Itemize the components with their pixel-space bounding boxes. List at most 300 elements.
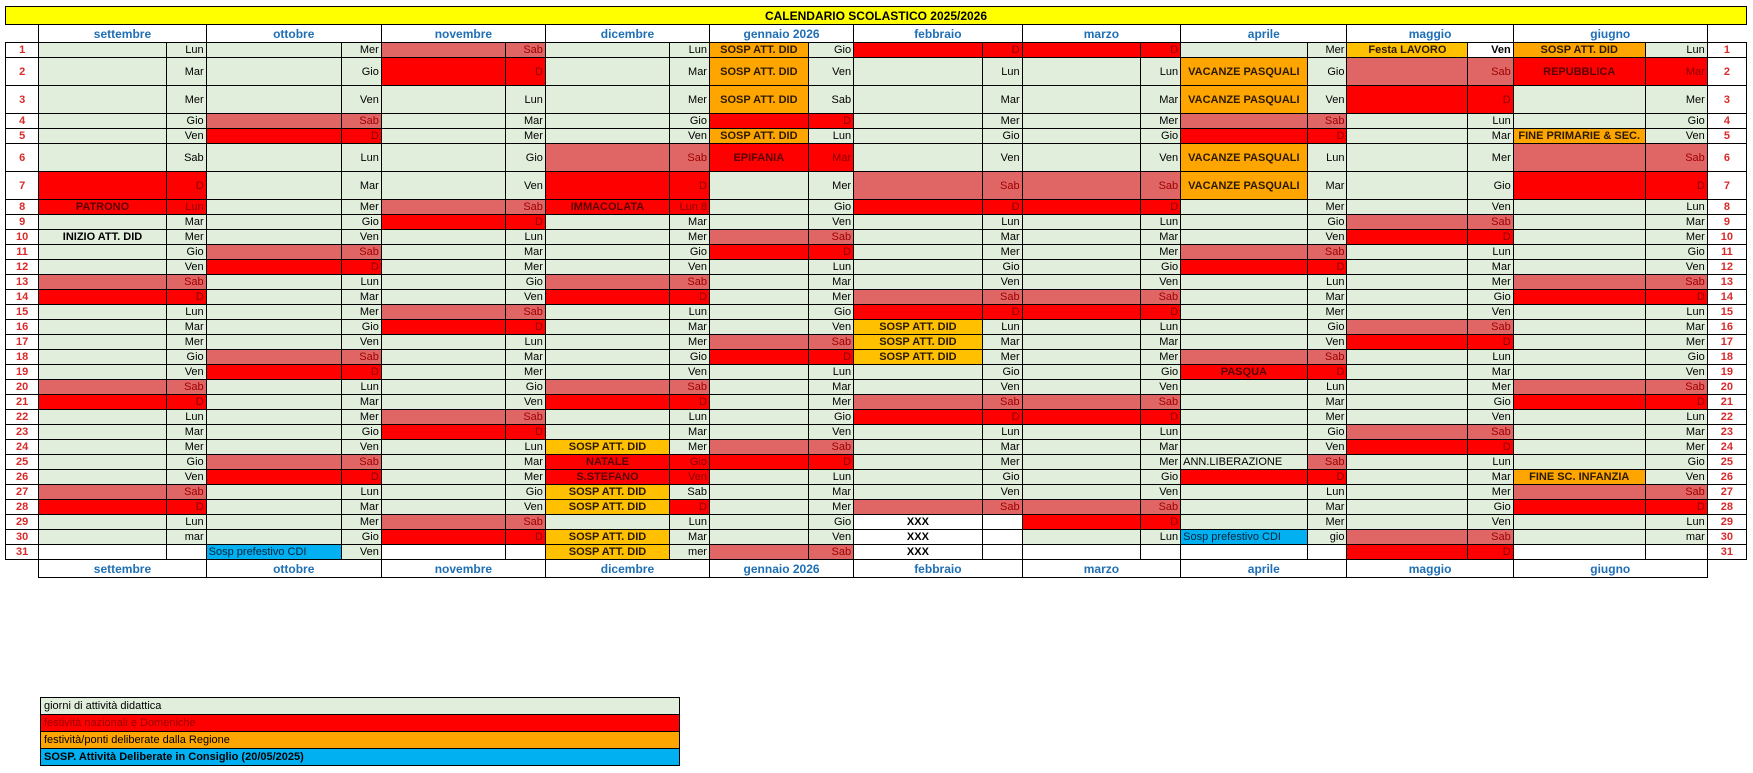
weekday-cell-gennaio-2026: Lun xyxy=(808,365,853,380)
day-cell-novembre xyxy=(381,350,505,365)
day-cell-ottobre xyxy=(206,172,341,200)
day-cell-settembre xyxy=(39,410,167,425)
calendar-row xyxy=(6,43,1747,58)
day-cell-febbraio xyxy=(854,395,983,410)
weekday-cell-febbraio: Ven xyxy=(982,275,1022,290)
weekday-cell-novembre: Ven xyxy=(506,500,546,515)
calendar-row xyxy=(6,395,1747,410)
weekday-cell-dicembre: Ven xyxy=(670,470,710,485)
day-cell-giugno xyxy=(1513,530,1645,545)
day-cell-giugno xyxy=(1513,200,1645,215)
weekday-cell-novembre: D xyxy=(506,58,546,86)
day-cell-giugno xyxy=(1513,485,1645,500)
weekday-cell-settembre: Mer xyxy=(166,335,206,350)
day-number-left: 13 xyxy=(6,275,39,290)
weekday-cell-maggio: Sab xyxy=(1468,215,1513,230)
weekday-cell-aprile: D xyxy=(1307,129,1347,144)
event-label-sosp-att-did: SOSP ATT. DID xyxy=(545,500,669,515)
weekday-cell-marzo: D xyxy=(1141,305,1181,320)
weekday-cell-novembre: Lun xyxy=(506,335,546,350)
weekday-cell-ottobre: Mer xyxy=(341,43,381,58)
day-cell-dicembre xyxy=(545,114,669,129)
day-cell-gennaio-2026 xyxy=(709,350,808,365)
day-cell-marzo xyxy=(1022,335,1141,350)
day-cell-ottobre xyxy=(206,230,341,245)
weekday-cell-gennaio-2026: Mar xyxy=(808,144,853,172)
day-number-left: 23 xyxy=(6,425,39,440)
event-label-xxx: XXX xyxy=(854,530,983,545)
day-cell-novembre xyxy=(381,260,505,275)
weekday-cell-settembre: Ven xyxy=(166,260,206,275)
weekday-cell-dicembre: Sab xyxy=(670,144,710,172)
event-label-xxx: XXX xyxy=(854,515,983,530)
day-cell-settembre xyxy=(39,245,167,260)
weekday-cell-giugno: Ven xyxy=(1645,129,1707,144)
weekday-cell-settembre: Mar xyxy=(166,58,206,86)
weekday-cell-maggio: Mer xyxy=(1468,380,1513,395)
event-label-inizio-att-did: INIZIO ATT. DID xyxy=(39,230,167,245)
weekday-cell-maggio: D xyxy=(1468,440,1513,455)
day-cell-maggio xyxy=(1347,58,1468,86)
day-cell-giugno xyxy=(1513,215,1645,230)
day-number-left: 10 xyxy=(6,230,39,245)
calendar-row xyxy=(6,455,1747,470)
day-cell-aprile xyxy=(1181,350,1307,365)
day-cell-novembre xyxy=(381,455,505,470)
day-cell-febbraio xyxy=(854,230,983,245)
weekday-cell-marzo: Mer xyxy=(1141,455,1181,470)
day-cell-febbraio xyxy=(854,410,983,425)
spacer-cell xyxy=(6,560,39,578)
day-cell-ottobre xyxy=(206,335,341,350)
day-cell-ottobre xyxy=(206,395,341,410)
legend-item: SOSP. Attività Deliberate in Consiglio (20/05/2025) xyxy=(41,749,680,766)
day-cell-dicembre xyxy=(545,230,669,245)
weekday-cell-marzo: Ven xyxy=(1141,144,1181,172)
weekday-cell-settembre: Mar xyxy=(166,215,206,230)
day-cell-maggio xyxy=(1347,129,1468,144)
day-number-right: 23 xyxy=(1707,425,1746,440)
day-cell-febbraio xyxy=(854,305,983,320)
weekday-cell-aprile: D xyxy=(1307,365,1347,380)
weekday-cell-maggio: Sab xyxy=(1468,530,1513,545)
weekday-cell-gennaio-2026: Gio xyxy=(808,515,853,530)
month-header-marzo: marzo xyxy=(1022,25,1181,43)
day-cell-marzo xyxy=(1022,485,1141,500)
weekday-cell-dicembre: Gio xyxy=(670,114,710,129)
weekday-cell-gennaio-2026: Ven xyxy=(808,320,853,335)
weekday-cell-settembre: Mer xyxy=(166,86,206,114)
day-cell-dicembre xyxy=(545,335,669,350)
day-cell-maggio xyxy=(1347,200,1468,215)
event-label-repubblica: REPUBBLICA xyxy=(1513,58,1645,86)
weekday-cell-novembre: Lun xyxy=(506,86,546,114)
weekday-cell-maggio: Lun xyxy=(1468,114,1513,129)
day-cell-maggio xyxy=(1347,86,1468,114)
day-cell-maggio xyxy=(1347,545,1468,560)
weekday-cell-aprile: Gio xyxy=(1307,215,1347,230)
day-cell-aprile xyxy=(1181,470,1307,485)
day-cell-settembre xyxy=(39,290,167,305)
day-cell-marzo xyxy=(1022,215,1141,230)
day-cell-aprile xyxy=(1181,129,1307,144)
day-cell-febbraio xyxy=(854,200,983,215)
day-cell-ottobre xyxy=(206,470,341,485)
day-cell-dicembre xyxy=(545,515,669,530)
day-number-right: 3 xyxy=(1707,86,1746,114)
weekday-cell-marzo: Sab xyxy=(1141,290,1181,305)
weekday-cell-dicembre: Lun 8 xyxy=(670,200,710,215)
weekday-cell-febbraio xyxy=(982,530,1022,545)
day-number-right: 18 xyxy=(1707,350,1746,365)
calendar-row xyxy=(6,172,1747,200)
day-cell-ottobre xyxy=(206,260,341,275)
event-label-sosp-att-did: SOSP ATT. DID xyxy=(709,129,808,144)
weekday-cell-ottobre: Gio xyxy=(341,320,381,335)
weekday-cell-giugno: Mer xyxy=(1645,440,1707,455)
weekday-cell-maggio: Gio xyxy=(1468,290,1513,305)
day-cell-dicembre xyxy=(545,275,669,290)
weekday-cell-maggio: Ven xyxy=(1468,43,1513,58)
day-number-right: 11 xyxy=(1707,245,1746,260)
weekday-cell-settembre: Ven xyxy=(166,365,206,380)
day-cell-ottobre xyxy=(206,114,341,129)
day-cell-giugno xyxy=(1513,275,1645,290)
weekday-cell-gennaio-2026: Mer xyxy=(808,500,853,515)
day-cell-ottobre xyxy=(206,215,341,230)
day-cell-ottobre xyxy=(206,410,341,425)
weekday-cell-gennaio-2026: Ven xyxy=(808,58,853,86)
weekday-cell-novembre: Gio xyxy=(506,275,546,290)
calendar-row xyxy=(6,245,1747,260)
calendar-row xyxy=(6,215,1747,230)
weekday-cell-dicembre: D xyxy=(670,172,710,200)
day-cell-novembre xyxy=(381,425,505,440)
day-cell-novembre xyxy=(381,410,505,425)
weekday-cell-aprile: Mar xyxy=(1307,172,1347,200)
day-cell-aprile xyxy=(1181,395,1307,410)
day-number-right: 14 xyxy=(1707,290,1746,305)
day-number-right: 31 xyxy=(1707,545,1746,560)
weekday-cell-aprile: Mer xyxy=(1307,515,1347,530)
weekday-cell-gennaio-2026: Sab xyxy=(808,545,853,560)
weekday-cell-maggio: Sab xyxy=(1468,320,1513,335)
calendar-row xyxy=(6,58,1747,86)
day-cell-febbraio xyxy=(854,215,983,230)
weekday-cell-dicembre: Sab xyxy=(670,485,710,500)
day-cell-settembre xyxy=(39,500,167,515)
day-number-left: 8 xyxy=(6,200,39,215)
calendar-row xyxy=(6,230,1747,245)
weekday-cell-gennaio-2026: Sab xyxy=(808,86,853,114)
weekday-cell-settembre: Mar xyxy=(166,425,206,440)
weekday-cell-novembre: Ven xyxy=(506,395,546,410)
weekday-cell-gennaio-2026: Lun xyxy=(808,260,853,275)
day-cell-maggio xyxy=(1347,350,1468,365)
weekday-cell-gennaio-2026: Sab xyxy=(808,440,853,455)
weekday-cell-aprile: Mer xyxy=(1307,200,1347,215)
weekday-cell-novembre: Gio xyxy=(506,144,546,172)
day-cell-gennaio-2026 xyxy=(709,305,808,320)
event-label-vacanze-pasquali: VACANZE PASQUALI xyxy=(1181,58,1307,86)
day-cell-dicembre xyxy=(545,365,669,380)
legend-item: festività nazionali e Domeniche xyxy=(41,715,680,732)
weekday-cell-dicembre: D xyxy=(670,290,710,305)
day-cell-febbraio xyxy=(854,440,983,455)
day-number-left: 28 xyxy=(6,500,39,515)
calendar-row xyxy=(6,380,1747,395)
day-cell-dicembre xyxy=(545,260,669,275)
weekday-cell-maggio: Mar xyxy=(1468,470,1513,485)
day-number-right: 2 xyxy=(1707,58,1746,86)
weekday-cell-ottobre: Mer xyxy=(341,515,381,530)
day-cell-marzo xyxy=(1022,545,1141,560)
day-cell-febbraio xyxy=(854,485,983,500)
weekday-cell-ottobre: Ven xyxy=(341,440,381,455)
weekday-cell-ottobre: D xyxy=(341,365,381,380)
weekday-cell-maggio: D xyxy=(1468,335,1513,350)
weekday-cell-marzo: Lun xyxy=(1141,215,1181,230)
weekday-cell-maggio: Mar xyxy=(1468,129,1513,144)
weekday-cell-settembre: Lun xyxy=(166,515,206,530)
day-cell-febbraio xyxy=(854,290,983,305)
day-number-left: 31 xyxy=(6,545,39,560)
weekday-cell-novembre: Sab xyxy=(506,410,546,425)
weekday-cell-ottobre: Lun xyxy=(341,485,381,500)
weekday-cell-giugno: Gio xyxy=(1645,455,1707,470)
day-cell-ottobre xyxy=(206,43,341,58)
day-cell-maggio xyxy=(1347,290,1468,305)
day-cell-maggio xyxy=(1347,275,1468,290)
weekday-cell-giugno: Lun xyxy=(1645,43,1707,58)
day-cell-maggio xyxy=(1347,530,1468,545)
day-cell-marzo xyxy=(1022,290,1141,305)
month-footer-novembre: novembre xyxy=(381,560,545,578)
weekday-cell-giugno: Mar xyxy=(1645,320,1707,335)
day-number-right: 5 xyxy=(1707,129,1746,144)
weekday-cell-febbraio: Gio xyxy=(982,470,1022,485)
weekday-cell-febbraio: Lun xyxy=(982,58,1022,86)
day-cell-giugno xyxy=(1513,395,1645,410)
weekday-cell-marzo: Ven xyxy=(1141,275,1181,290)
event-label-epifania: EPIFANIA xyxy=(709,144,808,172)
weekday-cell-marzo: Gio xyxy=(1141,365,1181,380)
weekday-cell-gennaio-2026: Ven xyxy=(808,425,853,440)
day-number-left: 12 xyxy=(6,260,39,275)
weekday-cell-ottobre: Sab xyxy=(341,350,381,365)
weekday-cell-aprile: Mer xyxy=(1307,305,1347,320)
weekday-cell-maggio: Gio xyxy=(1468,395,1513,410)
weekday-cell-novembre: Mer xyxy=(506,260,546,275)
day-cell-aprile xyxy=(1181,440,1307,455)
day-cell-aprile xyxy=(1181,335,1307,350)
day-number-left: 18 xyxy=(6,350,39,365)
day-cell-maggio xyxy=(1347,305,1468,320)
day-cell-febbraio xyxy=(854,425,983,440)
day-cell-gennaio-2026 xyxy=(709,365,808,380)
weekday-cell-aprile: Gio xyxy=(1307,320,1347,335)
day-cell-aprile xyxy=(1181,200,1307,215)
weekday-cell-novembre: Sab xyxy=(506,515,546,530)
weekday-cell-settembre: D xyxy=(166,172,206,200)
day-cell-maggio xyxy=(1347,144,1468,172)
weekday-cell-dicembre: Lun xyxy=(670,515,710,530)
month-footer-dicembre: dicembre xyxy=(545,560,709,578)
event-label-vacanze-pasquali: VACANZE PASQUALI xyxy=(1181,86,1307,114)
weekday-cell-giugno: Mer xyxy=(1645,335,1707,350)
calendar-row xyxy=(6,129,1747,144)
day-cell-giugno xyxy=(1513,230,1645,245)
weekday-cell-dicembre: Lun xyxy=(670,43,710,58)
weekday-cell-dicembre: Ven xyxy=(670,260,710,275)
day-number-right: 30 xyxy=(1707,530,1746,545)
weekday-cell-marzo: Sab xyxy=(1141,500,1181,515)
month-header-aprile: aprile xyxy=(1181,25,1347,43)
month-header-dicembre: dicembre xyxy=(545,25,709,43)
day-number-right: 6 xyxy=(1707,144,1746,172)
weekday-cell-marzo: Ven xyxy=(1141,485,1181,500)
day-cell-maggio xyxy=(1347,215,1468,230)
day-cell-febbraio xyxy=(854,470,983,485)
day-cell-settembre xyxy=(39,43,167,58)
weekday-cell-ottobre: D xyxy=(341,129,381,144)
weekday-cell-novembre: D xyxy=(506,425,546,440)
event-label-sosp-prefestivo-cdi: Sosp prefestivo CDI xyxy=(206,545,341,560)
day-cell-gennaio-2026 xyxy=(709,440,808,455)
weekday-cell-aprile: Ven xyxy=(1307,86,1347,114)
weekday-cell-aprile: Mar xyxy=(1307,290,1347,305)
weekday-cell-giugno: Mar xyxy=(1645,425,1707,440)
calendar-row xyxy=(6,470,1747,485)
weekday-cell-dicembre: Gio xyxy=(670,455,710,470)
day-number-right: 15 xyxy=(1707,305,1746,320)
day-cell-giugno xyxy=(1513,410,1645,425)
weekday-cell-gennaio-2026: D xyxy=(808,455,853,470)
weekday-cell-dicembre: Mer xyxy=(670,440,710,455)
day-cell-gennaio-2026 xyxy=(709,114,808,129)
weekday-cell-marzo: Mar xyxy=(1141,335,1181,350)
day-cell-maggio xyxy=(1347,425,1468,440)
day-number-right: 25 xyxy=(1707,455,1746,470)
weekday-cell-ottobre: D xyxy=(341,470,381,485)
day-cell-ottobre xyxy=(206,530,341,545)
weekday-cell-maggio: D xyxy=(1468,230,1513,245)
weekday-cell-ottobre: Sab xyxy=(341,245,381,260)
weekday-cell-febbraio: Lun xyxy=(982,425,1022,440)
weekday-cell-aprile: Lun xyxy=(1307,275,1347,290)
weekday-cell-giugno: D xyxy=(1645,395,1707,410)
day-cell-maggio xyxy=(1347,395,1468,410)
day-cell-dicembre xyxy=(545,144,669,172)
day-cell-settembre xyxy=(39,144,167,172)
weekday-cell-febbraio: D xyxy=(982,305,1022,320)
day-cell-gennaio-2026 xyxy=(709,172,808,200)
weekday-cell-febbraio: Sab xyxy=(982,290,1022,305)
day-cell-novembre xyxy=(381,380,505,395)
calendar-row xyxy=(6,335,1747,350)
day-cell-maggio xyxy=(1347,470,1468,485)
weekday-cell-giugno: D xyxy=(1645,290,1707,305)
day-cell-marzo xyxy=(1022,172,1141,200)
day-number-right: 16 xyxy=(1707,320,1746,335)
calendar-row xyxy=(6,530,1747,545)
weekday-cell-novembre: Mer xyxy=(506,129,546,144)
weekday-cell-aprile: Mer xyxy=(1307,43,1347,58)
day-cell-dicembre xyxy=(545,245,669,260)
weekday-cell-febbraio: Ven xyxy=(982,144,1022,172)
calendar-row xyxy=(6,410,1747,425)
day-cell-gennaio-2026 xyxy=(709,245,808,260)
weekday-cell-febbraio xyxy=(982,515,1022,530)
day-cell-settembre xyxy=(39,129,167,144)
weekday-cell-settembre: Lun xyxy=(166,200,206,215)
weekday-cell-novembre: Sab xyxy=(506,43,546,58)
day-cell-novembre xyxy=(381,129,505,144)
day-number-left: 29 xyxy=(6,515,39,530)
weekday-cell-ottobre: Lun xyxy=(341,275,381,290)
month-footer-ottobre: ottobre xyxy=(206,560,381,578)
day-cell-settembre xyxy=(39,335,167,350)
weekday-cell-dicembre: Gio xyxy=(670,245,710,260)
day-cell-marzo xyxy=(1022,530,1141,545)
day-cell-marzo xyxy=(1022,275,1141,290)
day-cell-dicembre xyxy=(545,350,669,365)
day-number-left: 30 xyxy=(6,530,39,545)
weekday-cell-marzo: Mer xyxy=(1141,350,1181,365)
weekday-cell-maggio: Gio xyxy=(1468,172,1513,200)
weekday-cell-settembre: Mar xyxy=(166,320,206,335)
day-cell-settembre xyxy=(39,86,167,114)
day-cell-gennaio-2026 xyxy=(709,290,808,305)
day-cell-marzo xyxy=(1022,515,1141,530)
day-cell-febbraio xyxy=(854,86,983,114)
weekday-cell-ottobre: Mar xyxy=(341,500,381,515)
day-cell-gennaio-2026 xyxy=(709,200,808,215)
day-cell-settembre xyxy=(39,545,167,560)
weekday-cell-gennaio-2026: Mer xyxy=(808,290,853,305)
weekday-cell-giugno: Mer xyxy=(1645,86,1707,114)
calendar-row xyxy=(6,425,1747,440)
weekday-cell-settembre: Lun xyxy=(166,410,206,425)
day-number-left: 1 xyxy=(6,43,39,58)
weekday-cell-marzo: D xyxy=(1141,43,1181,58)
weekday-cell-febbraio: Ven xyxy=(982,485,1022,500)
day-cell-dicembre xyxy=(545,395,669,410)
event-label-ann-liberazione: ANN.LIBERAZIONE xyxy=(1181,455,1307,470)
day-cell-giugno xyxy=(1513,290,1645,305)
day-cell-dicembre xyxy=(545,43,669,58)
weekday-cell-aprile: Sab xyxy=(1307,245,1347,260)
weekday-cell-aprile: Sab xyxy=(1307,114,1347,129)
day-cell-marzo xyxy=(1022,470,1141,485)
weekday-cell-aprile: Lun xyxy=(1307,144,1347,172)
day-cell-novembre xyxy=(381,320,505,335)
day-cell-marzo xyxy=(1022,305,1141,320)
day-cell-novembre xyxy=(381,86,505,114)
event-label-sosp-att-did: SOSP ATT. DID xyxy=(709,86,808,114)
weekday-cell-dicembre: Mar xyxy=(670,320,710,335)
event-label-sosp-att-did: SOSP ATT. DID xyxy=(545,485,669,500)
weekday-cell-gennaio-2026: Gio xyxy=(808,305,853,320)
weekday-cell-gennaio-2026: D xyxy=(808,245,853,260)
weekday-cell-gennaio-2026: Mar xyxy=(808,275,853,290)
weekday-cell-giugno xyxy=(1645,545,1707,560)
day-cell-novembre xyxy=(381,43,505,58)
day-cell-gennaio-2026 xyxy=(709,545,808,560)
weekday-cell-marzo: D xyxy=(1141,200,1181,215)
weekday-cell-gennaio-2026: Sab xyxy=(808,335,853,350)
day-cell-ottobre xyxy=(206,500,341,515)
